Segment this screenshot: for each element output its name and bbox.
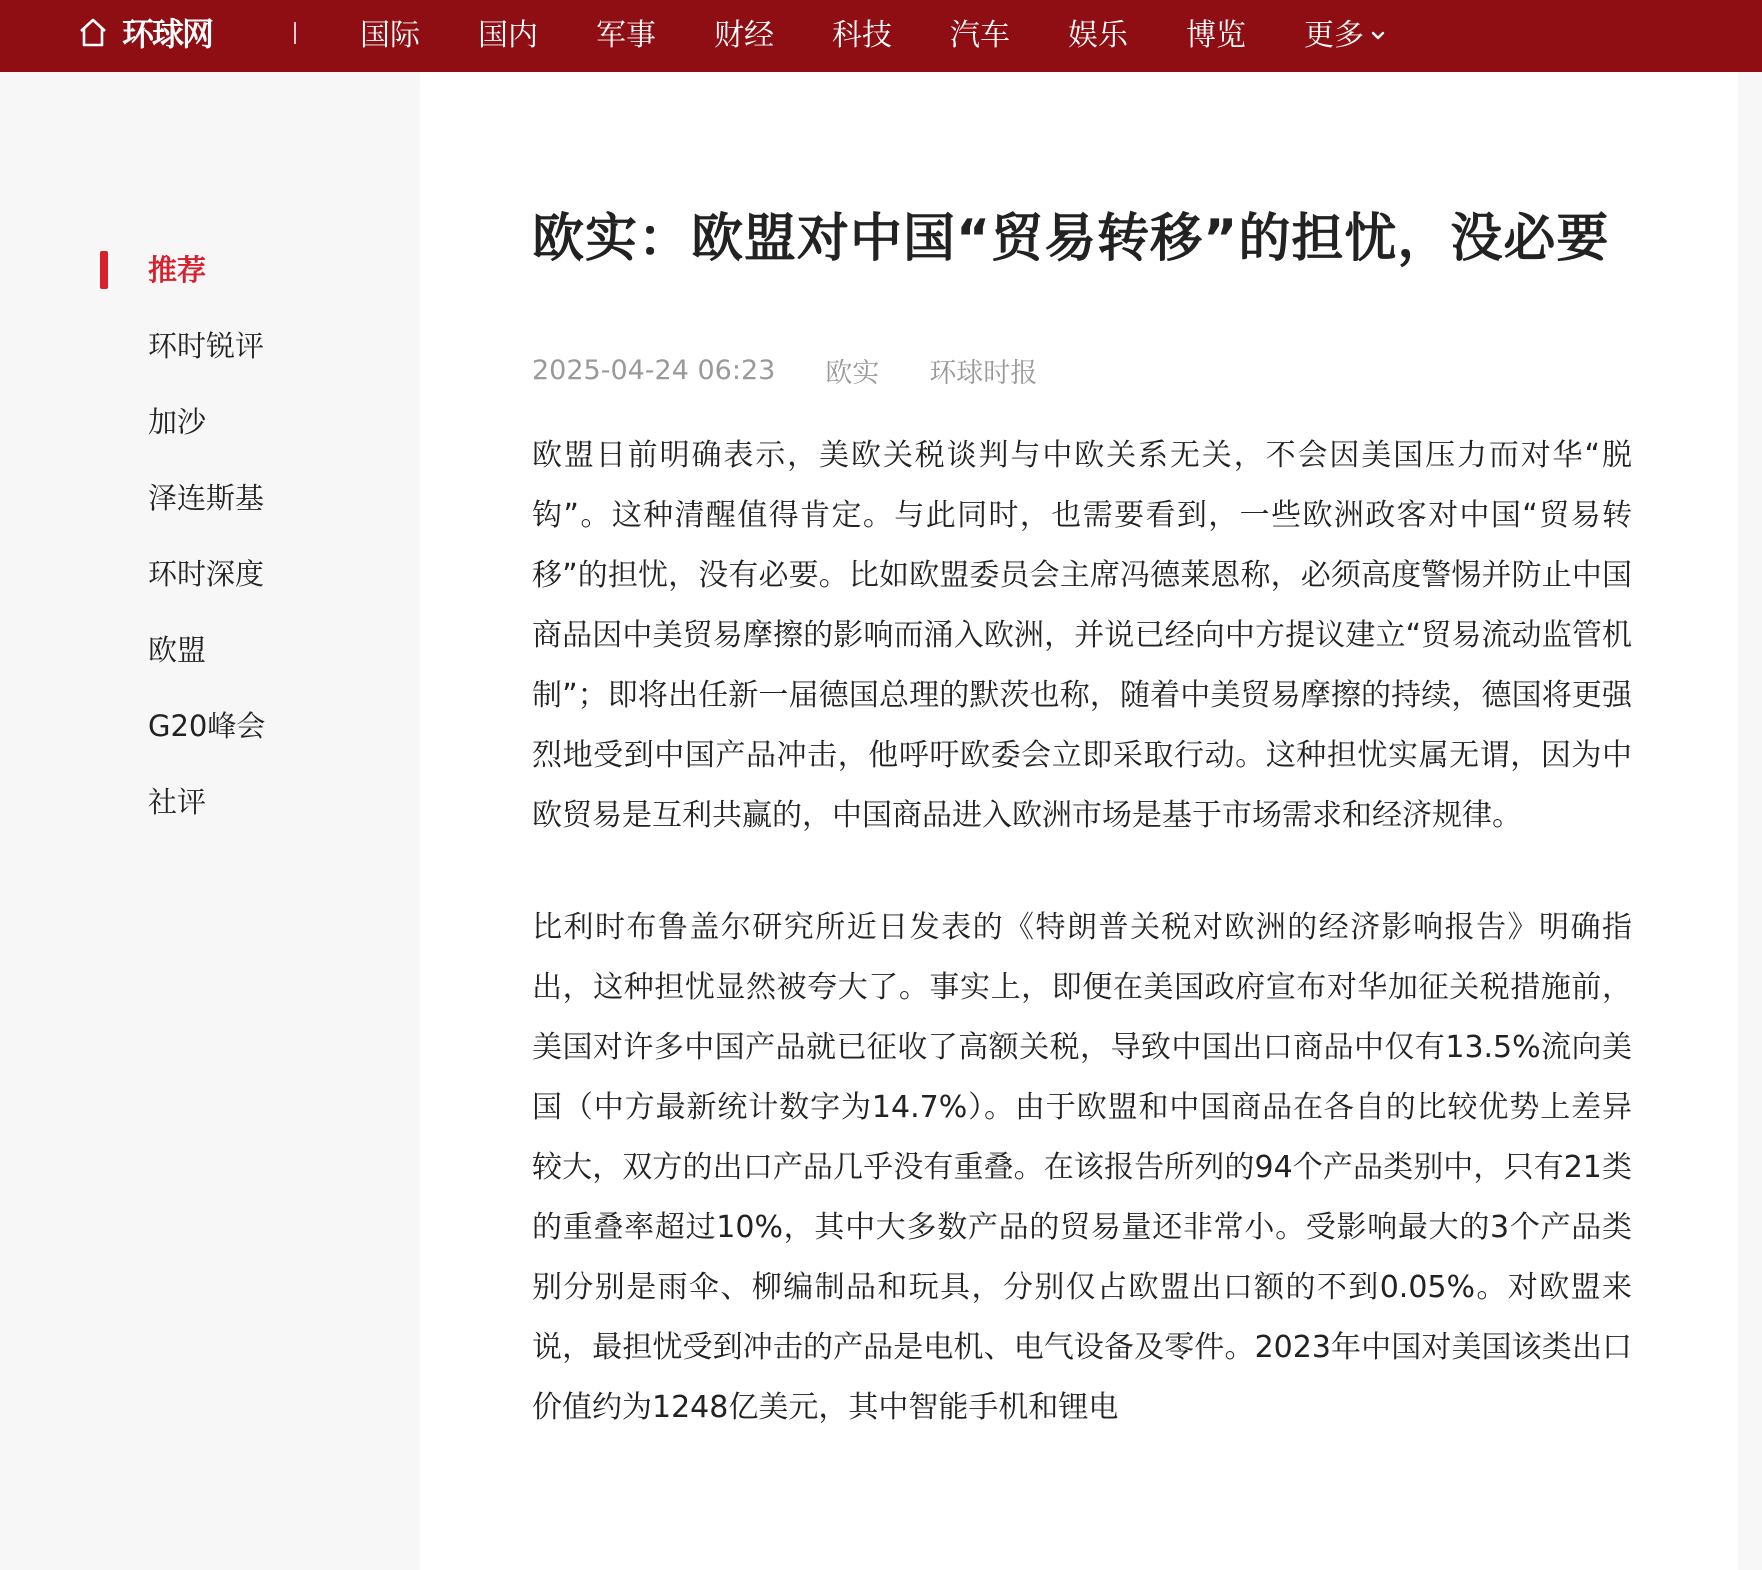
sidebar-item-recommend[interactable] (0, 230, 420, 306)
sidebar-item-editorial[interactable] (0, 762, 420, 838)
sidebar-item-label: 环时深度 (148, 556, 265, 591)
sidebar (0, 72, 420, 1570)
nav-item-more[interactable] (1304, 10, 1386, 54)
logo-text[interactable]: 环球网 (122, 15, 213, 53)
sidebar-item-label: 欧盟 (148, 632, 207, 667)
sidebar-item-label: G20峰会 (148, 708, 266, 743)
article-paragraph: 比利时布鲁盖尔研究所近日发表的《特朗普关税对欧洲的经济影响报告》明确指出，这种担忧显然被夸大了。事实上，即便在美国政府宣布对华加征关税措施前，美国对许多中国产品就已征收了高额关税，导致中国出口商品中仅有13.5%流向美国（中方最新统计数字为14.7%）。由于欧盟和中国商品在各自的比较优势上差异较大，双方的出口产品几乎没有重叠。在该报告所列的94个产品类别中，只有21类的重叠率超过10%，其中大多数产品的贸易量还非常小。受影响最大的3个产品类别分别是雨伞、柳编制品和玩具，分别仅占欧盟出口额的不到0.05%。对欧盟来说，最担忧受到冲击的产品是电机、电气设备及零件。2023年中国对美国该类出口价值约为1248亿美元，其中智能手机和锂电 (532, 910, 1632, 1425)
sidebar-item-label: 泽连斯基 (148, 480, 265, 515)
nav-item-military[interactable]: 军事 (596, 18, 656, 53)
chevron-down-icon (1370, 15, 1386, 50)
nav-item-technology[interactable]: 科技 (832, 18, 892, 53)
nav-item-international[interactable]: 国际 (360, 18, 420, 53)
sidebar-item-global-times-commentary[interactable] (0, 306, 420, 382)
article (532, 200, 1632, 1490)
sidebar-item-eu[interactable] (0, 610, 420, 686)
nav-item-entertainment[interactable]: 娱乐 (1068, 18, 1128, 53)
main-nav (360, 0, 1444, 64)
article-title: 欧实：欧盟对中国“贸易转移”的担忧，没必要 (532, 209, 1610, 269)
nav-item-finance[interactable]: 财经 (714, 18, 774, 53)
article-panel (420, 72, 1738, 1570)
nav-divider (294, 22, 296, 44)
nav-more-label: 更多 (1304, 18, 1364, 53)
article-body (532, 426, 1632, 1438)
site-logo[interactable] (78, 12, 212, 52)
sidebar-item-in-depth[interactable] (0, 534, 420, 610)
active-indicator (100, 251, 108, 289)
sidebar-item-label: 环时锐评 (148, 328, 265, 363)
nav-item-auto[interactable]: 汽车 (950, 18, 1010, 53)
nav-item-domestic[interactable]: 国内 (478, 18, 538, 53)
sidebar-item-gaza[interactable] (0, 382, 420, 458)
sidebar-item-zelensky[interactable] (0, 458, 420, 534)
sidebar-menu (0, 230, 420, 838)
article-meta (532, 350, 1632, 390)
nav-item-expo[interactable]: 博览 (1186, 18, 1246, 53)
article-paragraph: 欧盟日前明确表示，美欧关税谈判与中欧关系无关，不会因美国压力而对华“脱钩”。这种清醒值得肯定。与此同时，也需要看到，一些欧洲政客对中国“贸易转移”的担忧，没有必要。比如欧盟委员会主席冯德莱恩称，必须高度警惕并防止中国商品因中美贸易摩擦的影响而涌入欧洲，并说已经向中方提议建立“贸易流动监管机制”；即将出任新一届德国总理的默茨也称，随着中美贸易摩擦的持续，德国将更强烈地受到中国产品冲击，他呼吁欧委会立即采取行动。这种担忧实属无谓，因为中欧贸易是互利共赢的，中国商品进入欧洲市场是基于市场需求和经济规律。 (532, 438, 1632, 833)
article-date: 2025-04-24 06:23 (532, 354, 776, 386)
sidebar-item-label: 社评 (148, 784, 207, 819)
top-navigation-bar (0, 0, 1762, 72)
sidebar-item-label: 加沙 (148, 404, 207, 439)
home-icon[interactable] (78, 16, 108, 48)
sidebar-item-label: 推荐 (148, 252, 207, 287)
article-category[interactable]: 欧实 (825, 357, 880, 389)
article-source[interactable]: 环球时报 (929, 357, 1038, 389)
sidebar-item-g20[interactable] (0, 686, 420, 762)
